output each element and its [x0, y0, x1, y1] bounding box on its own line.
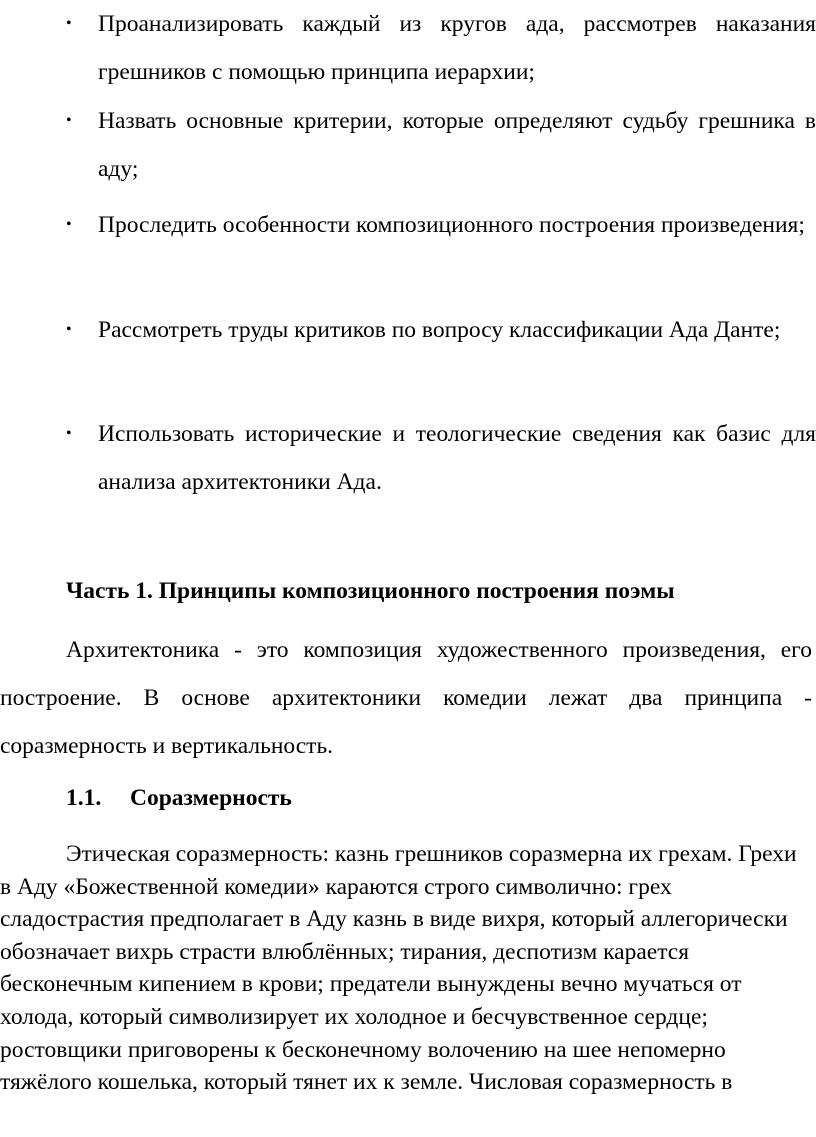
bullet-icon: • — [66, 425, 72, 442]
bullet-icon: • — [66, 15, 72, 32]
list-item — [0, 306, 816, 354]
list-item — [0, 0, 816, 96]
list-item-text: Проанализировать каждый из кругов ада, рассмотрев наказания грешников с помощью принципа иерархии; — [98, 11, 816, 85]
list-item-text: Проследить особенности композиционного построения произведения; — [98, 212, 805, 238]
list-item-text: Рассмотреть труды критиков по вопросу классификации Ада Данте; — [98, 317, 781, 343]
list-item-text: Использовать исторические и теологические сведения как базис для анализа архитектоники Ада. — [98, 421, 816, 495]
section-title: Соразмерность — [130, 785, 292, 811]
part-heading: Часть 1. Принципы композиционного построения поэмы — [66, 578, 675, 604]
bullet-icon: • — [66, 216, 72, 233]
section-number: 1.1. — [66, 785, 102, 811]
list-item — [0, 97, 816, 193]
section-heading — [66, 782, 292, 814]
list-item-text: Назвать основные критерии, которые определяют судьбу грешника в аду; — [98, 108, 816, 182]
list-item — [0, 201, 816, 249]
part-paragraph: Архитектоника - это композиция художественного произведения, его построение. В основе архитектоники комедии лежат два принципа - соразмерность и вертикальность. — [0, 637, 812, 759]
bullet-icon: • — [66, 112, 72, 129]
section-paragraph: Этическая соразмерность: казнь грешников соразмерна их грехам. Грехи в Аду «Божественной комедии» караются строго символично: грех сладострастия предполагает в Аду казнь в виде вихря, который аллегорически обозначает вихрь страсти влюблённых; тирания, деспотизм карается бесконечным кипением в крови; предатели вынуждены вечно мучаться от холода, который символизирует их холодное и бесчувственное сердце; ростовщики приговорены к бесконечному волочению на шее непомерно тяжёлого кошелька, который тянет их к земле. Числовая соразмерность в — [0, 841, 797, 1096]
bullet-icon: • — [66, 321, 72, 338]
list-item — [0, 410, 816, 506]
